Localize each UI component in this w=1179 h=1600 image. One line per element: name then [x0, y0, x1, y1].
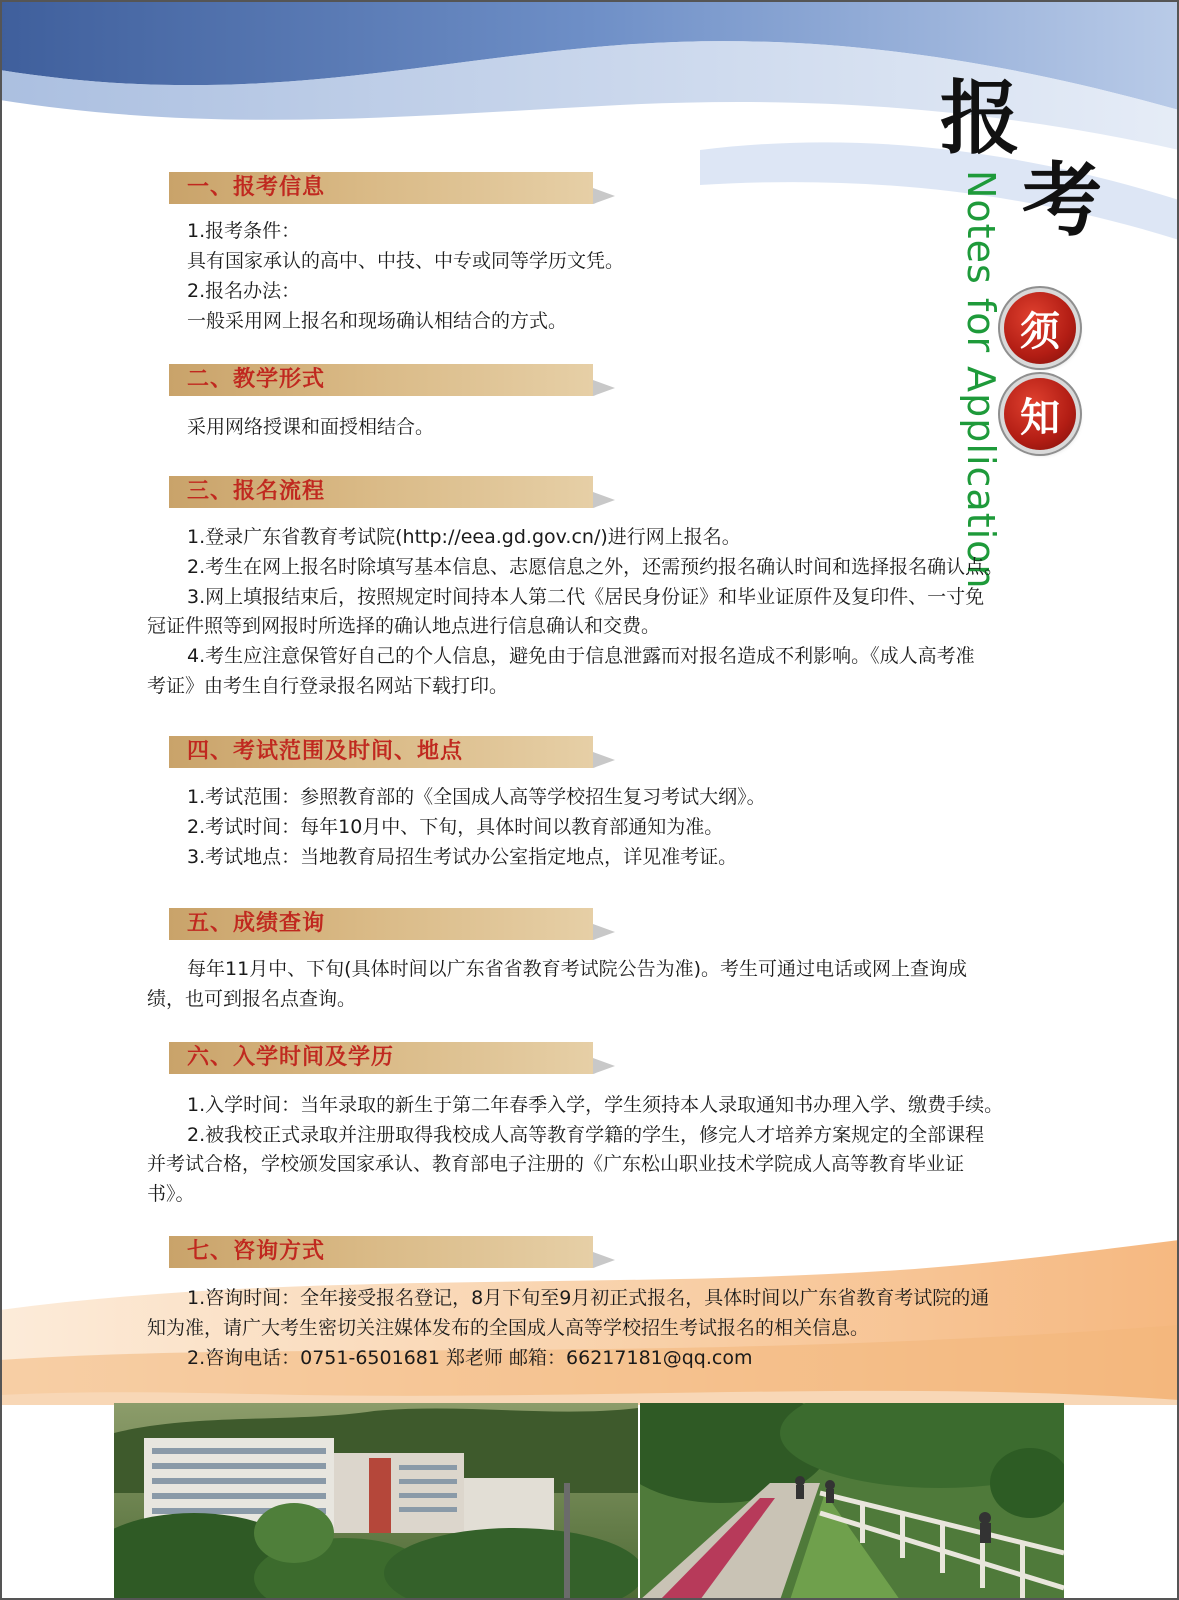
- campus-building-photo: [114, 1403, 638, 1600]
- text-line: 3.考试地点：当地教育局招生考试办公室指定地点，详见准考证。: [187, 846, 738, 868]
- text-line: 绩，也可到报名点查询。: [147, 988, 357, 1010]
- section-heading-3: [169, 476, 593, 508]
- text-line: 3.网上填报结束后，按照规定时间持本人第二代《居民身份证》和毕业证原件及复印件、一寸免: [187, 586, 985, 608]
- section-heading-label: 二、教学形式: [187, 367, 326, 392]
- section-heading-label: 七、咨询方式: [187, 1239, 326, 1264]
- section-heading-5: [169, 908, 593, 940]
- text-line: 考证》由考生自行登录报名网站下载打印。: [147, 675, 509, 697]
- text-line: 2.报名办法：: [187, 280, 301, 302]
- title-english: Notes for Application: [959, 170, 1003, 590]
- text-line: 2.咨询电话：0751-6501681 郑老师 邮箱：66217181@qq.com: [187, 1347, 753, 1369]
- title-badge-zhi: 知: [1004, 378, 1076, 450]
- text-line: 2.被我校正式录取并注册取得我校成人高等教育学籍的学生，修完人才培养方案规定的全部课程: [187, 1124, 985, 1146]
- text-line: 采用网络授课和面授相结合。: [187, 416, 435, 438]
- section-heading-1: [169, 172, 593, 204]
- text-line: 2.考试时间：每年10月中、下旬，具体时间以教育部通知为准。: [187, 816, 724, 838]
- text-line: 并考试合格，学校颁发国家承认、教育部电子注册的《广东松山职业技术学院成人高等教育毕业证: [147, 1153, 965, 1175]
- text-line: 知为准，请广大考生密切关注媒体发布的全国成人高等学校招生考试报名的相关信息。: [147, 1317, 870, 1339]
- campus-garden-photo: [640, 1403, 1064, 1600]
- title-char-bao: 报: [940, 71, 1020, 165]
- text-line: 一般采用网上报名和现场确认相结合的方式。: [187, 310, 568, 332]
- text-line: 书》。: [147, 1183, 195, 1205]
- text-line: 4.考生应注意保管好自己的个人信息，避免由于信息泄露而对报名造成不利影响。《成人高考准: [187, 645, 975, 667]
- text-line: 1.报考条件：: [187, 220, 301, 242]
- section-heading-2: [169, 364, 593, 396]
- section-heading-label: 一、报考信息: [187, 175, 326, 200]
- section-heading-7: [169, 1236, 593, 1268]
- section-heading-label: 三、报名流程: [187, 479, 326, 504]
- section-heading-label: 六、入学时间及学历: [187, 1045, 395, 1070]
- text-line: 冠证件照等到网报时所选择的确认地点进行信息确认和交费。: [147, 615, 661, 637]
- text-line: 1.考试范围：参照教育部的《全国成人高等学校招生复习考试大纲》。: [187, 786, 766, 808]
- text-line: 1.咨询时间：全年接受报名登记，8月下旬至9月初正式报名，具体时间以广东省教育考试院的通: [187, 1287, 990, 1309]
- text-line: 具有国家承认的高中、中技、中专或同等学历文凭。: [187, 250, 625, 272]
- title-char-kao: 考: [1022, 153, 1102, 247]
- section-heading-4: [169, 736, 593, 768]
- text-line: 1.登录广东省教育考试院(http://eea.gd.gov.cn/)进行网上报名。: [187, 526, 741, 548]
- section-heading-label: 四、考试范围及时间、地点: [187, 739, 464, 764]
- text-line: 1.入学时间：当年录取的新生于第二年春季入学，学生须持本人录取通知书办理入学、缴费手续。: [187, 1094, 1004, 1116]
- section-heading-label: 五、成绩查询: [187, 911, 326, 936]
- section-heading-6: [169, 1042, 593, 1074]
- title-badge-xu: 须: [1004, 292, 1076, 364]
- text-line: 每年11月中、下旬(具体时间以广东省省教育考试院公告为准)。考生可通过电话或网上查询成: [187, 958, 968, 980]
- text-line: 2.考生在网上报名时除填写基本信息、志愿信息之外，还需预约报名确认时间和选择报名确认点。: [187, 556, 1004, 578]
